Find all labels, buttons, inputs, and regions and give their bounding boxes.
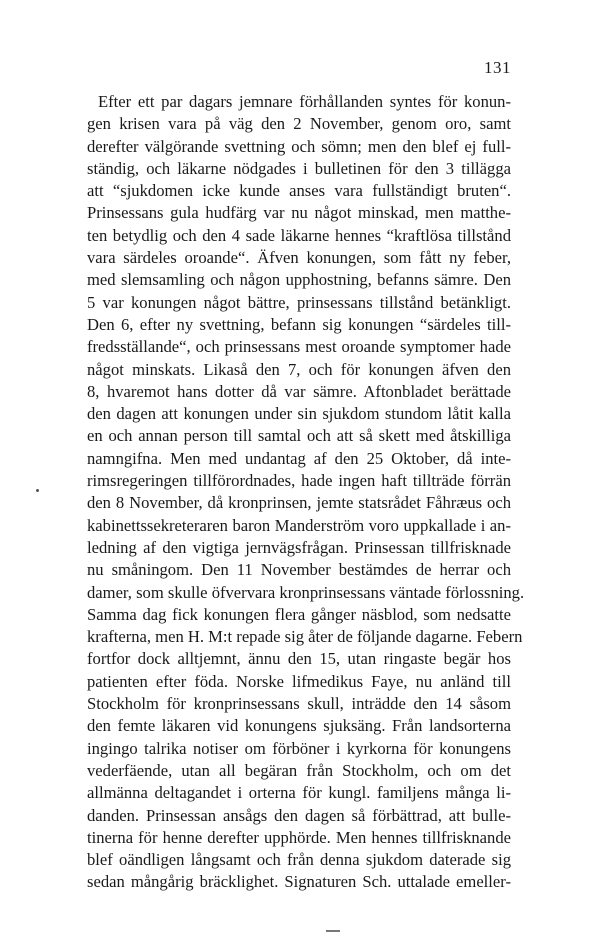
text-line: Prinsessans gula hudfärg var nu något minskad, men matthe- xyxy=(87,203,511,223)
text-line: patienten efter föda. Norske lifmedikus Faye, nu anländ till xyxy=(87,671,511,691)
text-line: ledning af den vigtiga jernvägsfrågan. Prinsessan tillfrisknade xyxy=(87,537,511,557)
text-line: damer, som skulle öfvervara kronprinsessans väntade förlossning. xyxy=(87,582,525,602)
text-line: nu småningom. Den 11 November bestämdes de herrar och xyxy=(87,560,511,580)
text-line: 8, hvaremot hans dotter då var sämre. Aftonbladet berättade xyxy=(87,381,511,401)
text-line: vederfäende, utan all begäran från Stockholm, och om det xyxy=(87,760,511,780)
text-line: rimsregeringen tillförordnades, hade ingen haft tillträde förrän xyxy=(87,471,511,491)
text-line: krafterna, men H. M:t repade sig åter de följande dagarne. Febern xyxy=(87,627,523,647)
margin-speck xyxy=(36,489,39,492)
text-line: något minskats. Likaså den 7, och för konungen äfven den xyxy=(87,359,511,379)
text-line: den dagen att konungen under sin sjukdom stundom låtit kalla xyxy=(87,404,511,424)
text-line: 5 var konungen något bättre, prinsessans tillstånd betänkligt. xyxy=(87,292,511,312)
text-line: Den 6, efter ny svettning, befann sig konungen “särdeles till- xyxy=(87,314,511,334)
text-line: den femte läkaren vid konungens sjuksäng. Från landsorterna xyxy=(87,716,511,736)
footer-signature-mark xyxy=(326,930,340,932)
text-line: blef oändligen långsamt och från denna sjukdom daterade sig xyxy=(87,850,511,870)
text-line: kabinettssekreteraren baron Manderström voro uppkallade i an- xyxy=(87,515,511,535)
text-line: Samma dag fick konungen flera gånger näsblod, som nedsatte xyxy=(87,604,511,624)
text-line: ten betydlig och den 4 sade läkarne hennes “kraftlösa tillstånd xyxy=(87,225,511,245)
text-line: att “sjukdomen icke kunde anses vara fullständigt bruten“. xyxy=(87,181,511,201)
text-line: Efter ett par dagars jemnare förhållanden syntes för konun- xyxy=(98,92,511,111)
text-line: ingingo talrika notiser om förböner i kyrkorna för konungens xyxy=(87,738,511,758)
text-line: gen krisen vara på väg den 2 November, genom oro, samt xyxy=(87,114,511,134)
text-line: vara särdeles oroande“. Äfven konungen, som fått ny feber, xyxy=(87,248,511,268)
text-line: med slemsamling och någon upphostning, befanns sämre. Den xyxy=(87,270,511,290)
text-line: sedan mångårig bräcklighet. Signaturen Sch. uttalade emeller- xyxy=(87,872,511,892)
text-line: tinerna för henne derefter upphörde. Men hennes tillfrisknande xyxy=(87,827,511,847)
text-line: fredsställande“, och prinsessans mest oroande symptomer hade xyxy=(87,337,511,357)
text-line: namngifna. Men med undantag af den 25 Oktober, då inte- xyxy=(87,448,511,468)
text-line: Stockholm för kronprinsessans skull, inträdde den 14 såsom xyxy=(87,694,511,714)
text-line: en och annan person till samtal och att så skett med åtskilliga xyxy=(87,426,511,446)
body-text xyxy=(87,91,525,894)
text-line: danden. Prinsessan ansågs den dagen så förbättrad, att bulle- xyxy=(87,805,511,825)
text-line: ständig, och läkarne nödgades i bulletinen för den 3 tillägga xyxy=(87,158,511,178)
text-line: fortfor dock alltjemnt, ännu den 15, utan ringaste begär hos xyxy=(87,649,511,669)
text-line: derefter välgörande svettning och sömn; men den blef ej full- xyxy=(87,136,511,156)
text-line: allmänna deltagandet i orterna för kungl. familjens många li- xyxy=(87,783,511,803)
page-number: 131 xyxy=(484,58,511,77)
text-line: den 8 November, då kronprinsen, jemte statsrådet Fåhræus och xyxy=(87,493,511,513)
